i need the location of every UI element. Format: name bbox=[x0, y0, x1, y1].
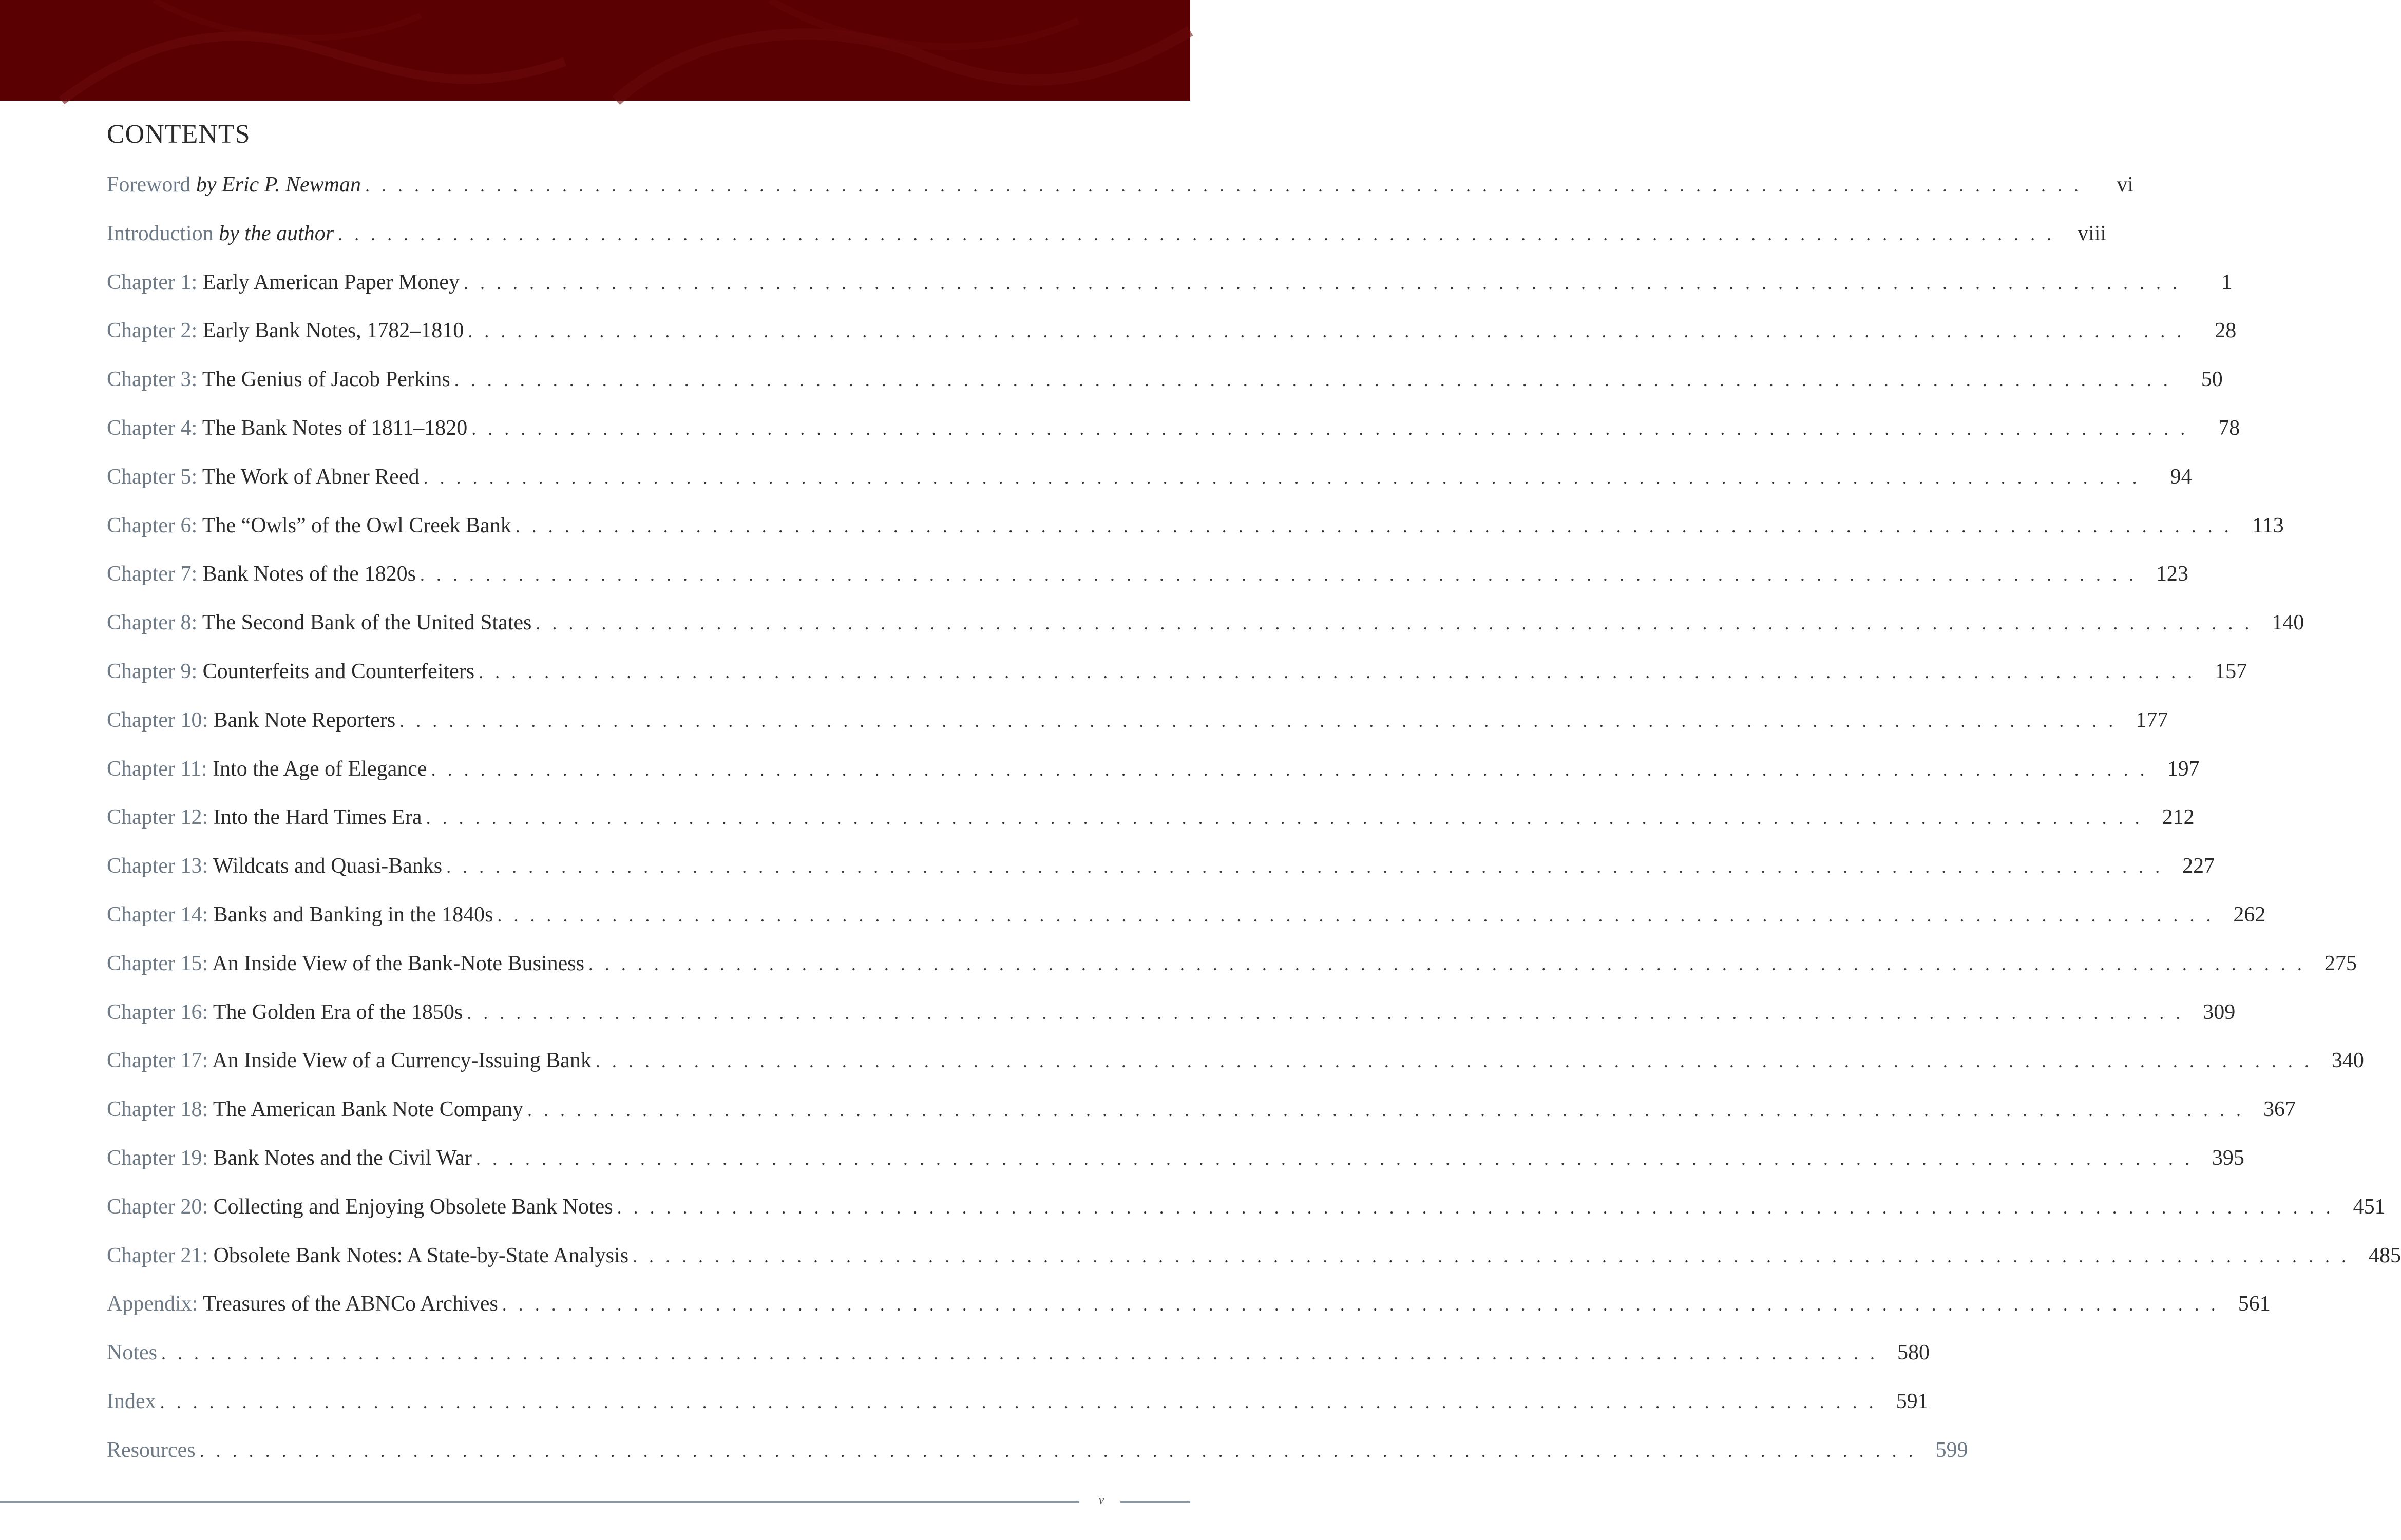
toc-entry-label bbox=[107, 851, 442, 881]
toc-entry-label bbox=[107, 169, 361, 200]
toc-entry-page: 157 bbox=[2215, 659, 2247, 683]
toc-entry-prefix: Foreword bbox=[107, 173, 191, 197]
toc-entry[interactable] bbox=[107, 218, 2107, 267]
toc-entry-prefix: Chapter 13: bbox=[107, 854, 208, 878]
toc-dot-leader: . . . . . . . . . . . . . . . . . . . . . . . . . . . . . . . . . . . . . . . . . . . . . . . . . . . . . . . . . . . . . . . . . . . . . . . . . . . . . . . . . . . . . . . . . . . . . . . . . . . . . . . . . bbox=[468, 321, 2185, 342]
toc-entry-title: The Genius of Jacob Perkins bbox=[197, 368, 450, 392]
toc-dot-leader: . . . . . . . . . . . . . . . . . . . . . . . . . . . . . . . . . . . . . . . . . . . . . . . . . . . . . . . . . . . . . . . . . . . . . . . . . . . . . . . . . . . . . . . . . . . . . . . . . . . . . . . . . bbox=[399, 710, 2117, 731]
toc-entry-page: 113 bbox=[2252, 513, 2284, 537]
toc-entry-label bbox=[107, 705, 395, 736]
toc-entry-page: 591 bbox=[1896, 1389, 1929, 1413]
toc-entry-title: Into the Age of Elegance bbox=[207, 757, 427, 781]
toc-entry-page: 262 bbox=[2233, 902, 2266, 927]
toc-entry-label bbox=[107, 1337, 157, 1368]
toc-dot-leader: . . . . . . . . . . . . . . . . . . . . . . . . . . . . . . . . . . . . . . . . . . . . . . . . . . . . . . . . . . . . . . . . . . . . . . . . . . . . . . . . . . . . . . . . . . . . . . . . . . . . . . . . . bbox=[527, 1100, 2245, 1121]
toc-entry-prefix: Chapter 16: bbox=[107, 1000, 208, 1024]
toc-entry-title: Obsolete Bank Notes: A State-by-State Analysis bbox=[208, 1243, 629, 1267]
toc-entry-page: 309 bbox=[2203, 1000, 2236, 1024]
toc-dot-leader: . . . . . . . . . . . . . . . . . . . . . . . . . . . . . . . . . . . . . . . . . . . . . . . . . . . . . . . . . . . . . . . . . . . . . . . . . . . . . . . . . . . . . . . . . . . . . . . . . . . . . . . . . bbox=[365, 175, 2083, 196]
toc-entry-prefix: Chapter 19: bbox=[107, 1146, 208, 1170]
toc-entry-byline: by Eric P. Newman bbox=[190, 173, 361, 197]
toc-entry-prefix: Chapter 1: bbox=[107, 270, 198, 294]
toc-entry-prefix: Chapter 3: bbox=[107, 368, 198, 392]
toc-dot-leader: . . . . . . . . . . . . . . . . . . . . . . . . . . . . . . . . . . . . . . . . . . . . . . . . . . . . . . . . . . . . . . . . . . . . . . . . . . . . . . . . . . . . . . . . . . . . . . . . . . . . . . . . . bbox=[471, 418, 2189, 439]
toc-entry-label bbox=[107, 559, 416, 589]
toc-entry-title: The Second Bank of the United States bbox=[197, 611, 532, 635]
page-number: v bbox=[1098, 1494, 1104, 1507]
toc-entry-page: 123 bbox=[2156, 562, 2188, 586]
toc-entry[interactable] bbox=[107, 705, 2168, 754]
toc-entry[interactable] bbox=[107, 607, 2304, 656]
toc-entry[interactable] bbox=[107, 364, 2223, 413]
toc-dot-leader: . . . . . . . . . . . . . . . . . . . . . . . . . . . . . . . . . . . . . . . . . . . . . . . . . . . . . . . . . . . . . . . . . . . . . . . . . . . . . . . . . . . . . . . . . . . . . . . . . . . . . . . . . bbox=[199, 1440, 1917, 1461]
toc-entry-page: 28 bbox=[2215, 319, 2237, 343]
toc-entry-label bbox=[107, 802, 422, 833]
toc-entry-title: Collecting and Enjoying Obsolete Bank Notes bbox=[208, 1195, 613, 1219]
page-title: CONTENTS bbox=[107, 120, 251, 149]
toc-entry-label bbox=[107, 948, 584, 979]
toc-entry[interactable] bbox=[107, 754, 2200, 802]
toc-entry-page: 451 bbox=[2353, 1195, 2386, 1219]
toc-dot-leader: . . . . . . . . . . . . . . . . . . . . . . . . . . . . . . . . . . . . . . . . . . . . . . . . . . . . . . . . . . . . . . . . . . . . . . . . . . . . . . . . . . . . . . . . . . . . . . . . . . . . . . . . . bbox=[588, 953, 2305, 974]
toc-dot-leader: . . . . . . . . . . . . . . . . . . . . . . . . . . . . . . . . . . . . . . . . . . . . . . . . . . . . . . . . . . . . . . . . . . . . . . . . . . . . . . . . . . . . . . . . . . . . . . . . . . . . . . . . . bbox=[479, 661, 2196, 682]
toc-entry[interactable] bbox=[107, 315, 2237, 364]
toc-entry-title: Treasures of the ABNCo Archives bbox=[198, 1292, 498, 1316]
toc-entry-label bbox=[107, 899, 493, 930]
toc-entry-page: 78 bbox=[2218, 416, 2240, 440]
toc-entry-label bbox=[107, 1094, 523, 1125]
toc-entry-prefix: Introduction bbox=[107, 221, 214, 245]
toc-entry[interactable] bbox=[107, 851, 2215, 899]
toc-entry-label bbox=[107, 413, 467, 444]
toc-entry-page: 212 bbox=[2162, 805, 2195, 830]
toc-dot-leader: . . . . . . . . . . . . . . . . . . . . . . . . . . . . . . . . . . . . . . . . . . . . . . . . . . . . . . . . . . . . . . . . . . . . . . . . . . . . . . . . . . . . . . . . . . . . . . . . . . . . . . . . . bbox=[536, 613, 2253, 634]
toc-dot-leader: . . . . . . . . . . . . . . . . . . . . . . . . . . . . . . . . . . . . . . . . . . . . . . . . . . . . . . . . . . . . . . . . . . . . . . . . . . . . . . . . . . . . . . . . . . . . . . . . . . . . . . . . . bbox=[446, 856, 2164, 877]
toc-entry[interactable] bbox=[107, 1288, 2271, 1337]
toc-entry-prefix: Chapter 21: bbox=[107, 1243, 208, 1267]
toc-entry-prefix: Chapter 14: bbox=[107, 902, 208, 927]
toc-entry[interactable] bbox=[107, 413, 2240, 461]
toc-entry-page: viii bbox=[2078, 221, 2107, 245]
toc-entry-prefix: Resources bbox=[107, 1438, 196, 1462]
toc-entry[interactable] bbox=[107, 169, 2134, 218]
toc-entry-title: The Golden Era of the 1850s bbox=[208, 1000, 463, 1024]
toc-entry-title: Early American Paper Money bbox=[197, 270, 460, 294]
toc-entry-page: 227 bbox=[2182, 854, 2215, 878]
toc-dot-leader: . . . . . . . . . . . . . . . . . . . . . . . . . . . . . . . . . . . . . . . . . . . . . . . . . . . . . . . . . . . . . . . . . . . . . . . . . . . . . . . . . . . . . . . . . . . . . . . . . . . . . . . . . bbox=[515, 515, 2233, 536]
toc-entry[interactable] bbox=[107, 1240, 2401, 1289]
toc-dot-leader: . . . . . . . . . . . . . . . . . . . . . . . . . . . . . . . . . . . . . . . . . . . . . . . . . . . . . . . . . . . . . . . . . . . . . . . . . . . . . . . . . . . . . . . . . . . . . . . . . . . . . . . . . bbox=[160, 1391, 1877, 1412]
toc-entry-prefix: Chapter 15: bbox=[107, 951, 208, 975]
toc-entry-page: 395 bbox=[2212, 1146, 2244, 1170]
toc-dot-leader: . . . . . . . . . . . . . . . . . . . . . . . . . . . . . . . . . . . . . . . . . . . . . . . . . . . . . . . . . . . . . . . . . . . . . . . . . . . . . . . . . . . . . . . . . . . . . . . . . . . . . . . . . bbox=[338, 223, 2055, 244]
toc-entry-prefix: Index bbox=[107, 1389, 156, 1413]
toc-entry-label bbox=[107, 461, 420, 492]
toc-entry-label bbox=[107, 607, 531, 638]
toc-entry-prefix: Chapter 17: bbox=[107, 1049, 208, 1073]
toc-dot-leader: . . . . . . . . . . . . . . . . . . . . . . . . . . . . . . . . . . . . . . . . . . . . . . . . . . . . . . . . . . . . . . . . . . . . . . . . . . . . . . . . . . . . . . . . . . . . . . . . . . . . . . . . . bbox=[617, 1197, 2334, 1218]
toc-entry-page: 140 bbox=[2272, 611, 2304, 635]
toc-entry-page: 580 bbox=[1897, 1341, 1930, 1365]
toc-entry-title: Bank Notes and the Civil War bbox=[208, 1146, 472, 1170]
toc-entry-page: 94 bbox=[2170, 465, 2192, 489]
toc-entry-label bbox=[107, 315, 464, 346]
toc-entry-page: 367 bbox=[2263, 1098, 2296, 1122]
toc-entry-prefix: Chapter 2: bbox=[107, 319, 198, 343]
toc-entry[interactable] bbox=[107, 559, 2188, 607]
toc-entry-prefix: Chapter 9: bbox=[107, 659, 198, 683]
toc-entry[interactable] bbox=[107, 1386, 1929, 1435]
toc-entry-label bbox=[107, 364, 450, 395]
toc-entry[interactable] bbox=[107, 510, 2284, 559]
toc-entry-title: An Inside View of the Bank-Note Business bbox=[208, 951, 584, 975]
toc-entry-page: 1 bbox=[2221, 270, 2232, 294]
toc-dot-leader: . . . . . . . . . . . . . . . . . . . . . . . . . . . . . . . . . . . . . . . . . . . . . . . . . . . . . . . . . . . . . . . . . . . . . . . . . . . . . . . . . . . . . . . . . . . . . . . . . . . . . . . . . bbox=[454, 370, 2171, 391]
header-banner bbox=[0, 0, 1190, 101]
toc-entry-prefix: Chapter 10: bbox=[107, 708, 208, 732]
toc-entry-label bbox=[107, 1386, 156, 1417]
footer-rule bbox=[0, 1502, 1079, 1503]
toc-entry[interactable] bbox=[107, 802, 2195, 851]
toc-entry-label bbox=[107, 997, 463, 1028]
toc-entry-page: 561 bbox=[2238, 1292, 2271, 1316]
toc-entry-title: Banks and Banking in the 1840s bbox=[208, 902, 493, 927]
toc-entry-label bbox=[107, 754, 427, 784]
toc-entry-title: The “Owls” of the Owl Creek Bank bbox=[197, 513, 511, 537]
toc-entry-label bbox=[107, 1288, 498, 1319]
footer-rule bbox=[1120, 1502, 1190, 1503]
toc-entry-label bbox=[107, 218, 334, 249]
toc-dot-leader: . . . . . . . . . . . . . . . . . . . . . . . . . . . . . . . . . . . . . . . . . . . . . . . . . . . . . . . . . . . . . . . . . . . . . . . . . . . . . . . . . . . . . . . . . . . . . . . . . . . . . . . . . bbox=[431, 759, 2148, 780]
toc-entry-page: 340 bbox=[2331, 1049, 2364, 1073]
toc-entry[interactable] bbox=[107, 1435, 1968, 1484]
toc-entry-title: Early Bank Notes, 1782–1810 bbox=[197, 319, 464, 343]
toc-dot-leader: . . . . . . . . . . . . . . . . . . . . . . . . . . . . . . . . . . . . . . . . . . . . . . . . . . . . . . . . . . . . . . . . . . . . . . . . . . . . . . . . . . . . . . . . . . . . . . . . . . . . . . . . . bbox=[497, 904, 2215, 926]
toc-entry-title: An Inside View of a Currency-Issuing Bank bbox=[208, 1049, 592, 1073]
toc-entry-prefix: Chapter 8: bbox=[107, 611, 198, 635]
toc-entry-title: The Work of Abner Reed bbox=[197, 465, 420, 489]
toc-dot-leader: . . . . . . . . . . . . . . . . . . . . . . . . . . . . . . . . . . . . . . . . . . . . . . . . . . . . . . . . . . . . . . . . . . . . . . . . . . . . . . . . . . . . . . . . . . . . . . . . . . . . . . . . . bbox=[463, 272, 2181, 293]
toc-entry-label bbox=[107, 656, 474, 687]
toc-dot-leader: . . . . . . . . . . . . . . . . . . . . . . . . . . . . . . . . . . . . . . . . . . . . . . . . . . . . . . . . . . . . . . . . . . . . . . . . . . . . . . . . . . . . . . . . . . . . . . . . . . . . . . . . . bbox=[633, 1245, 2350, 1266]
toc-entry-prefix: Chapter 12: bbox=[107, 805, 208, 830]
toc-dot-leader: . . . . . . . . . . . . . . . . . . . . . . . . . . . . . . . . . . . . . . . . . . . . . . . . . . . . . . . . . . . . . . . . . . . . . . . . . . . . . . . . . . . . . . . . . . . . . . . . . . . . . . . . . bbox=[595, 1051, 2313, 1072]
table-of-contents bbox=[107, 169, 2401, 1484]
toc-entry-prefix: Chapter 7: bbox=[107, 562, 198, 586]
toc-entry-label bbox=[107, 1045, 592, 1076]
toc-entry-page: 197 bbox=[2167, 757, 2200, 781]
toc-entry-page: 50 bbox=[2201, 368, 2223, 392]
toc-entry-page: 485 bbox=[2369, 1243, 2401, 1267]
toc-entry-prefix: Chapter 18: bbox=[107, 1098, 208, 1122]
toc-dot-leader: . . . . . . . . . . . . . . . . . . . . . . . . . . . . . . . . . . . . . . . . . . . . . . . . . . . . . . . . . . . . . . . . . . . . . . . . . . . . . . . . . . . . . . . . . . . . . . . . . . . . . . . . . bbox=[467, 1002, 2184, 1023]
toc-entry[interactable] bbox=[107, 461, 2192, 510]
toc-dot-leader: . . . . . . . . . . . . . . . . . . . . . . . . . . . . . . . . . . . . . . . . . . . . . . . . . . . . . . . . . . . . . . . . . . . . . . . . . . . . . . . . . . . . . . . . . . . . . . . . . . . . . . . . . bbox=[426, 807, 2143, 829]
toc-entry-title: The American Bank Note Company bbox=[208, 1098, 524, 1122]
toc-entry-prefix: Notes bbox=[107, 1341, 157, 1365]
toc-entry[interactable] bbox=[107, 948, 2357, 997]
toc-entry-label bbox=[107, 1435, 196, 1466]
toc-entry[interactable] bbox=[107, 1191, 2386, 1240]
toc-dot-leader: . . . . . . . . . . . . . . . . . . . . . . . . . . . . . . . . . . . . . . . . . . . . . . . . . . . . . . . . . . . . . . . . . . . . . . . . . . . . . . . . . . . . . . . . . . . . . . . . . . . . . . . . . bbox=[161, 1343, 1878, 1364]
toc-dot-leader: . . . . . . . . . . . . . . . . . . . . . . . . . . . . . . . . . . . . . . . . . . . . . . . . . . . . . . . . . . . . . . . . . . . . . . . . . . . . . . . . . . . . . . . . . . . . . . . . . . . . . . . . . bbox=[475, 1148, 2193, 1169]
toc-entry[interactable] bbox=[107, 997, 2236, 1046]
toc-entry-title: Bank Note Reporters bbox=[208, 708, 396, 732]
toc-entry-title: Counterfeits and Counterfeiters bbox=[197, 659, 475, 683]
toc-entry-prefix: Chapter 4: bbox=[107, 416, 198, 440]
toc-entry[interactable] bbox=[107, 1094, 2296, 1143]
toc-entry-label bbox=[107, 510, 511, 541]
toc-entry-page: 275 bbox=[2324, 951, 2357, 975]
toc-entry-page: 599 bbox=[1935, 1438, 1968, 1462]
toc-entry[interactable] bbox=[107, 899, 2266, 948]
toc-dot-leader: . . . . . . . . . . . . . . . . . . . . . . . . . . . . . . . . . . . . . . . . . . . . . . . . . . . . . . . . . . . . . . . . . . . . . . . . . . . . . . . . . . . . . . . . . . . . . . . . . . . . . . . . . bbox=[420, 564, 2137, 585]
toc-entry-label bbox=[107, 1240, 628, 1271]
toc-entry-prefix: Chapter 20: bbox=[107, 1195, 208, 1219]
toc-entry-label bbox=[107, 1143, 472, 1173]
toc-entry[interactable] bbox=[107, 1337, 1930, 1386]
toc-entry-prefix: Chapter 6: bbox=[107, 513, 198, 537]
toc-entry-byline: by the author bbox=[213, 221, 334, 245]
toc-entry-title: Bank Notes of the 1820s bbox=[197, 562, 416, 586]
toc-dot-leader: . . . . . . . . . . . . . . . . . . . . . . . . . . . . . . . . . . . . . . . . . . . . . . . . . . . . . . . . . . . . . . . . . . . . . . . . . . . . . . . . . . . . . . . . . . . . . . . . . . . . . . . . . bbox=[502, 1294, 2219, 1315]
toc-entry[interactable] bbox=[107, 1045, 2364, 1094]
toc-entry-prefix: Chapter 11: bbox=[107, 757, 207, 781]
toc-entry-title: The Bank Notes of 1811–1820 bbox=[197, 416, 468, 440]
toc-entry[interactable] bbox=[107, 656, 2247, 705]
toc-entry[interactable] bbox=[107, 267, 2232, 316]
toc-dot-leader: . . . . . . . . . . . . . . . . . . . . . . . . . . . . . . . . . . . . . . . . . . . . . . . . . . . . . . . . . . . . . . . . . . . . . . . . . . . . . . . . . . . . . . . . . . . . . . . . . . . . . . . . . bbox=[423, 467, 2141, 488]
banner-swirl-pattern bbox=[0, 0, 1190, 101]
toc-entry-label bbox=[107, 1191, 613, 1222]
toc-entry-page: vi bbox=[2117, 173, 2134, 197]
toc-entry-title: Into the Hard Times Era bbox=[208, 805, 422, 830]
toc-entry-label bbox=[107, 267, 460, 298]
toc-entry-prefix: Chapter 5: bbox=[107, 465, 198, 489]
toc-entry-page: 177 bbox=[2136, 708, 2168, 732]
toc-entry-prefix: Appendix: bbox=[107, 1292, 198, 1316]
toc-entry[interactable] bbox=[107, 1143, 2244, 1191]
toc-entry-title: Wildcats and Quasi-Banks bbox=[208, 854, 443, 878]
